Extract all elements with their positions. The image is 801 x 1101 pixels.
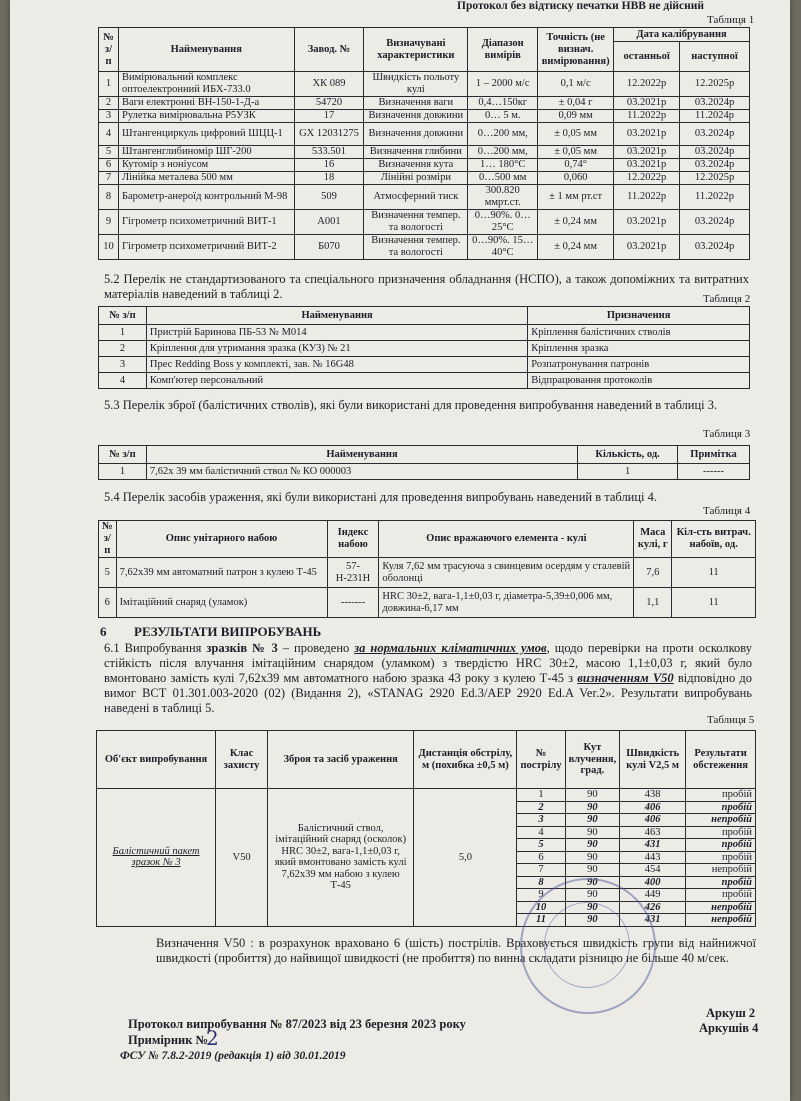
t4-head-count: Кіл-сть витрач. набоїв, од. [672,521,756,558]
t1-cell-acc: ± 0,24 мм [538,210,614,235]
table3-row [99,464,750,480]
t5-cell-speed: 406 [620,814,686,827]
table2-caption: Таблиця 2 [703,293,751,305]
t4-cell-count: 11 [672,588,756,618]
table1-row [99,123,750,146]
table1-caption: Таблиця 1 [707,14,755,26]
t5-head-shot: № пострілу [517,731,565,789]
t1-cell-range: 0… 5 м. [468,110,538,123]
t5-cell-angle: 90 [565,901,620,914]
t1-cell-serial: 17 [294,110,364,123]
t1-cell-range: 0…200 мм, [468,146,538,159]
s61-conditions: за нормальних кліматичних умов [354,641,547,655]
t3-cell-name: 7,62х 39 мм балістичний ствол № КО 000003 [146,464,577,480]
t2-cell-name: Кріплення для утримання зразка (КУЗ) № 21 [146,341,527,357]
t1-cell-next: 03.2024р [680,210,750,235]
t3-cell-num: 1 [99,464,147,480]
t1-cell-last: 03.2021р [614,123,680,146]
t5-cell-result: пробій [686,876,756,889]
t5-cell-shot: 9 [517,889,565,902]
t2-head-num: № з/п [99,307,147,325]
t1-cell-num: 5 [99,146,119,159]
t5-cell-shot: 10 [517,901,565,914]
s61-g: відповідно до вимог ВСТ 01.301.003-2020 (02) (Видання 2), «STANAG 2920 Ed.3/AEP 2920 Ed.A Ver.2». Результати випробувань наведені в таблиці 5. [104,671,752,715]
t1-cell-serial: GX 12031275 [294,123,364,146]
t1-head-name: Найменування [118,28,294,72]
t5-cell-speed: 431 [620,914,686,927]
t4-cell-cartridge: Імітаційний снаряд (уламок) [116,588,327,618]
table1-row [99,110,750,123]
t1-cell-next: 03.2024р [680,146,750,159]
t5-cell-shot: 4 [517,826,565,839]
t5-distance: 5,0 [414,789,517,927]
t1-cell-char: Визначення довжини [364,123,468,146]
t2-cell-num: 3 [99,357,147,373]
t4-cell-num: 5 [99,558,117,588]
t5-cell-speed: 426 [620,901,686,914]
t1-cell-serial: 16 [294,159,364,172]
section-6-1-text [104,641,752,716]
footer-copy-number: 2 [206,1026,219,1050]
t1-head-acc: Точність (не визнач. вимірювання) [538,28,614,72]
t5-cell-result: пробій [686,801,756,814]
t4-head-cartridge: Опис унітарного набою [116,521,327,558]
t1-cell-name: Барометр-анероїд контрольний М-98 [118,185,294,210]
t1-cell-last: 11.2022р [614,185,680,210]
t1-cell-next: 03.2024р [680,159,750,172]
table1 [98,27,750,260]
t5-head-weapon: Зброя та засіб ураження [267,731,413,789]
t5-cell-speed: 454 [620,864,686,877]
s61-a: 6.1 Випробування [104,641,207,655]
t1-cell-char: Швидкість польоту кулі [364,72,468,97]
t1-cell-serial: 509 [294,185,364,210]
t1-cell-char: Визначення ваги [364,97,468,110]
table2-row [99,325,750,341]
table2-row [99,373,750,389]
t1-cell-range: 0…90%. 0…25°С [468,210,538,235]
t5-cell-result: непробій [686,914,756,927]
t1-cell-char: Визначення темпер. та вологості [364,210,468,235]
t2-cell-num: 4 [99,373,147,389]
t5-head-class: Клас захисту [216,731,268,789]
t1-head-cal: Дата калібрування [614,28,750,42]
footer-fsu: ФСУ № 7.8.2-2019 (редакція 1) від 30.01.2019 [120,1050,346,1062]
t1-cell-last: 03.2021р [614,235,680,260]
t1-cell-char: Визначення глибини [364,146,468,159]
t2-cell-purpose: Кріплення зразка [528,341,750,357]
t4-cell-mass: 7,6 [634,558,672,588]
t2-cell-purpose: Кріплення балістичних стволів [528,325,750,341]
t1-cell-name: Рулетка вимірювальна Р5УЗК [118,110,294,123]
table4-caption: Таблиця 4 [703,505,751,517]
t1-head-char: Визначувані характеристики [364,28,468,72]
t5-cell-result: непробій [686,814,756,827]
t1-cell-next: 03.2024р [680,235,750,260]
s61-v50: визначенням V50 [577,671,674,685]
t1-cell-num: 9 [99,210,119,235]
t1-cell-last: 03.2021р [614,159,680,172]
t4-cell-num: 6 [99,588,117,618]
t1-cell-num: 3 [99,110,119,123]
t5-cell-result: пробій [686,789,756,802]
t1-head-last: останньої [614,42,680,72]
footer-copy-label: Примірник № [128,1033,209,1047]
t5-cell-result: пробій [686,889,756,902]
table1-row [99,185,750,210]
t5-cell-result: пробій [686,839,756,852]
t5-cell-speed: 443 [620,851,686,864]
t4-head-num: № з/п [99,521,117,558]
t1-cell-name: Лінійка металева 500 мм [118,172,294,185]
table3-caption: Таблиця 3 [703,428,751,440]
t1-cell-acc: ± 1 мм рт.ст [538,185,614,210]
section-6-title: РЕЗУЛЬТАТИ ВИПРОБУВАНЬ [134,624,322,639]
t1-cell-serial: 533.501 [294,146,364,159]
section-5-3-text: 5.3 Перелік зброї (балістичних стволів), які були використані для проведення випробування наведений в таблиці 3. [104,398,718,412]
t3-head-qty: Кількість, од. [578,446,678,464]
t1-cell-num: 10 [99,235,119,260]
t1-cell-serial: Б070 [294,235,364,260]
table4-row [99,588,756,618]
table1-row [99,235,750,260]
t1-cell-last: 12.2022р [614,72,680,97]
t4-cell-bullet: Куля 7,62 мм трасуюча з свинцевим осердям у сталевій оболонці [379,558,634,588]
t1-cell-name: Вимірювальний комплекс оптоелектронний ИБХ-733.0 [118,72,294,97]
t5-cell-shot: 3 [517,814,565,827]
t1-cell-last: 11.2022р [614,110,680,123]
t1-cell-serial: ХК 089 [294,72,364,97]
t1-cell-range: 0…500 мм [468,172,538,185]
t1-cell-serial: 18 [294,172,364,185]
t1-cell-range: 0…200 мм, [468,123,538,146]
t1-cell-acc: 0,1 м/с [538,72,614,97]
t5-class: V50 [216,789,268,927]
t1-cell-last: 03.2021р [614,146,680,159]
t4-cell-bullet: HRC 30±2, вага-1,1±0,03 г, діаметра-5,39±0,006 мм, довжина-6,17 мм [379,588,634,618]
t1-cell-acc: 0,74° [538,159,614,172]
t2-cell-purpose: Відпрацювання протоколів [528,373,750,389]
document-page [10,0,790,1101]
footer-sheet: Аркуш 2 [706,1006,756,1020]
t1-cell-last: 12.2022р [614,172,680,185]
footer-sheets: Аркушів 4 [699,1021,759,1035]
t1-cell-serial: А001 [294,210,364,235]
t4-cell-index: ------- [327,588,379,618]
t4-cell-cartridge: 7,62х39 мм автоматний патрон з кулею Т-45 [116,558,327,588]
section-6-number: 6 [100,624,107,639]
t1-head-serial: Завод. № [294,28,364,72]
t1-cell-range: 0,4…150кг [468,97,538,110]
t1-cell-next: 11.2022р [680,185,750,210]
s61-e: , щодо перевірки на проти осколкову стійкість після влучання імітаційним снарядом (уламком) з твердістю HRC 30±2, масою 1,1±0,03 г, який було вмонтовано замість кулі 7,62х39 мм автоматного набою зразка 43 року з кулею Т-45 з [104,641,753,685]
s61-c: – проведено [277,641,355,655]
t1-cell-char: Атмосферний тиск [364,185,468,210]
t1-cell-char: Лінійні розміри [364,172,468,185]
t1-cell-num: 4 [99,123,119,146]
t1-head-num: № з/п [99,28,119,72]
t5-cell-angle: 90 [565,801,620,814]
t5-cell-speed: 431 [620,839,686,852]
t5-cell-speed: 449 [620,889,686,902]
t5-cell-angle: 90 [565,851,620,864]
t1-cell-num: 8 [99,185,119,210]
t2-cell-name: Прес Redding Boss у комплекті, зав. № 16G48 [146,357,527,373]
t3-cell-note: ------ [678,464,750,480]
table1-row [99,172,750,185]
t1-cell-char: Визначення довжини [364,110,468,123]
t1-cell-range: 1… 180°С [468,159,538,172]
table4 [98,520,756,618]
t1-cell-name: Гігрометр психометричний ВИТ-1 [118,210,294,235]
t3-head-name: Найменування [146,446,577,464]
t1-cell-last: 03.2021р [614,97,680,110]
t5-cell-result: непробій [686,901,756,914]
t5-cell-shot: 5 [517,839,565,852]
t1-cell-acc: 0,060 [538,172,614,185]
t5-cell-result: пробій [686,851,756,864]
t5-cell-angle: 90 [565,839,620,852]
section-5-4-text: 5.4 Перелік засобів ураження, які були використані для проведення випробувань наведений в таблиці 4. [104,490,658,504]
t5-head-speed: Швидкість кулі V2,5 м [620,731,686,789]
t5-cell-shot: 1 [517,789,565,802]
table2-row [99,341,750,357]
v50-note: Визначення V50 : в розрахунок враховано 6 (шість) пострілів. Враховується швидкість групи від найнижчої швидкості (пробиття) до найвищої швидкості (не пробиття) по винна складати різницю не більше 40 м/сек. [156,936,756,965]
table1-row [99,159,750,172]
t1-cell-name: Ваги електронні ВН-150-1-Д-а [118,97,294,110]
t1-cell-name: Штангенциркуль цифровий ШЦЦ-1 [118,123,294,146]
table2 [98,306,750,389]
header-note: Протокол без відтиску печатки НВВ не дійсний [457,0,705,12]
t2-head-purpose: Призначення [528,307,750,325]
t1-cell-next: 03.2024р [680,123,750,146]
t5-cell-shot: 2 [517,801,565,814]
t2-cell-purpose: Розпатронування патронів [528,357,750,373]
t4-head-index: Індекс набою [327,521,379,558]
t5-head-object: Об'єкт випробування [97,731,216,789]
table1-row [99,97,750,110]
t1-cell-range: 300.820 ммрт.ст. [468,185,538,210]
t4-cell-mass: 1,1 [634,588,672,618]
t1-cell-num: 1 [99,72,119,97]
t5-cell-shot: 8 [517,876,565,889]
t1-cell-char: Визначення кута [364,159,468,172]
footer-protocol: Протокол випробування № 87/2023 від 23 березня 2023 року [128,1017,466,1031]
t5-cell-angle: 90 [565,826,620,839]
table1-row [99,210,750,235]
table5 [96,730,756,927]
table4-row [99,558,756,588]
t1-cell-range: 1 – 2000 м/с [468,72,538,97]
t1-cell-num: 7 [99,172,119,185]
table1-row [99,72,750,97]
t1-cell-next: 11.2024р [680,110,750,123]
t1-cell-acc: ± 0,05 мм [538,146,614,159]
t1-cell-last: 03.2021р [614,210,680,235]
round-seal-stamp [520,878,656,1014]
t2-cell-num: 1 [99,325,147,341]
t1-cell-next: 12.2025р [680,72,750,97]
t2-cell-name: Пристрій Баринова ПБ-53 № М014 [146,325,527,341]
t1-cell-name: Гігрометр психометричний ВИТ-2 [118,235,294,260]
t1-cell-num: 2 [99,97,119,110]
t3-head-num: № з/п [99,446,147,464]
t4-head-mass: Маса кулі, г [634,521,672,558]
t5-head-result: Результати обстеження [686,731,756,789]
t1-cell-acc: 0,09 мм [538,110,614,123]
t5-cell-result: пробій [686,826,756,839]
table5-caption: Таблиця 5 [707,714,755,726]
t2-head-name: Найменування [146,307,527,325]
t5-cell-speed: 463 [620,826,686,839]
t1-cell-acc: ± 0,05 мм [538,123,614,146]
t5-cell-speed: 438 [620,789,686,802]
t5-cell-shot: 7 [517,864,565,877]
t5-cell-shot: 6 [517,851,565,864]
t5-cell-result: непробій [686,864,756,877]
t1-cell-serial: 54720 [294,97,364,110]
t5-head-angle: Кут влучення, град. [565,731,620,789]
t1-cell-acc: ± 0,04 г [538,97,614,110]
table3 [98,445,750,480]
t3-cell-qty: 1 [578,464,678,480]
t1-head-range: Діапазон вимірів [468,28,538,72]
t3-head-note: Примітка [678,446,750,464]
s61-sample: зразків № 3 [206,641,278,655]
section-5-2-text: 5.2 Перелік не стандартизованого та спеціального призначення обладнання (НСПО), а також допоміжних та витратних матеріалів наведений в таблиці 2. [104,272,749,301]
t4-cell-count: 11 [672,558,756,588]
t5-head-distance: Дистанція обстрілу, м (похибка ±0,5 м) [414,731,517,789]
t5-cell-speed: 406 [620,801,686,814]
t2-cell-name: Комп'ютер персональний [146,373,527,389]
t5-cell-speed: 400 [620,876,686,889]
t1-cell-next: 12.2025р [680,172,750,185]
t1-cell-name: Кутомір з ноніусом [118,159,294,172]
t1-cell-range: 0…90%. 15…40°С [468,235,538,260]
t5-weapon: Балістичний ствол, імітаційний снаряд (осколок) HRC 30±2, вага-1,1±0,03 г, який вмонтовано замість кулі 7,62х39 мм набою з кулею Т-45 [267,789,413,927]
table2-row [99,357,750,373]
t5-cell-shot: 11 [517,914,565,927]
t5-cell-angle: 90 [565,789,620,802]
t5-cell-angle: 90 [565,889,620,902]
table5-row [97,789,756,802]
t1-head-next: наступної [680,42,750,72]
t4-head-bullet: Опис вражаючого елемента - кулі [379,521,634,558]
t5-cell-angle: 90 [565,914,620,927]
t5-cell-angle: 90 [565,814,620,827]
t2-cell-num: 2 [99,341,147,357]
t5-cell-angle: 90 [565,864,620,877]
t1-cell-acc: ± 0,24 мм [538,235,614,260]
t4-cell-index: 57-Н-231Н [327,558,379,588]
t5-object: Балістичний пакет зразок № 3 [97,789,216,927]
t1-cell-char: Визначення темпер. та вологості [364,235,468,260]
t1-cell-num: 6 [99,159,119,172]
t5-cell-angle: 90 [565,876,620,889]
t1-cell-next: 03.2024р [680,97,750,110]
t1-cell-name: Штангенглибиномір ШГ-200 [118,146,294,159]
table1-row [99,146,750,159]
